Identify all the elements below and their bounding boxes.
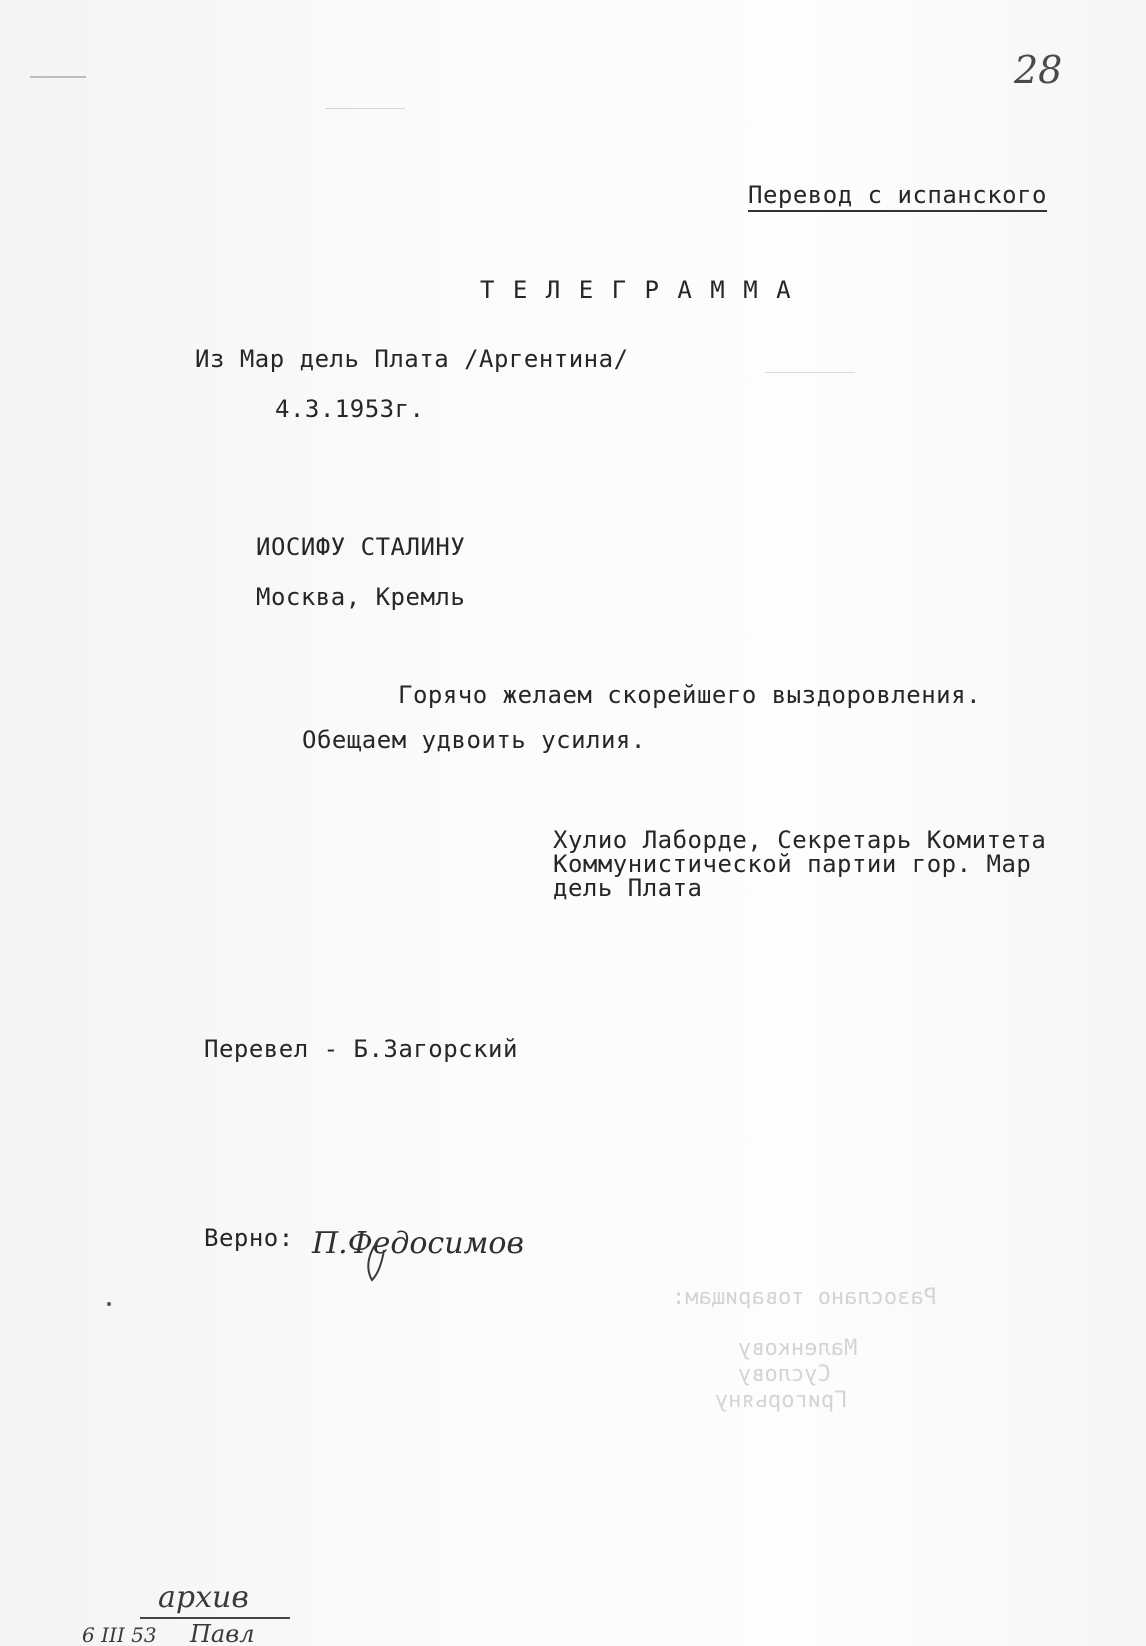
origin-from: Из Мар дель Плата /Аргентина/ [195,345,629,373]
verification-signature: П.Федосимов [312,1226,524,1261]
signature-flourish [360,1236,400,1284]
paper-mark [107,1302,111,1306]
bleed-through-line-2: Маленкову [738,1336,858,1361]
paper-mark [765,372,855,373]
translator-line: Перевел - Б.Загорский [204,1035,518,1063]
archive-note-1: архив [158,1580,249,1615]
recipient-address: Москва, Кремль [256,583,466,611]
paper-mark [30,76,86,78]
origin-date: 4.3.1953г. [275,395,425,423]
recipient-name: ИОСИФУ СТАЛИНУ [256,533,466,561]
message-line-1: Горячо желаем скорейшего выздоровления. [398,681,982,709]
bleed-through-line-1: Разослано товарищам: [672,1285,937,1310]
sender-line-3: дель Плата [553,874,703,902]
verification-label: Верно: [204,1224,294,1252]
page-number: 28 [1014,48,1063,92]
bleed-through-line-4: Григорьяну [715,1388,848,1413]
archive-note-underline [140,1617,290,1619]
sender-line-1: Хулио Лаборде, Секретарь Комитета [553,826,1047,854]
bleed-through-line-3: Суслову [738,1362,831,1387]
archive-note-3: Павл [190,1620,255,1646]
document-title: Т Е Л Е Г Р А М М А [480,276,793,304]
translation-note: Перевод с испанского [748,183,1047,212]
paper-mark [325,108,405,109]
archive-note-2: 6 III 53 [82,1623,157,1646]
sender-line-2: Коммунистической партии гор. Мар [553,850,1032,878]
message-line-2: Обещаем удвоить усилия. [302,726,646,754]
